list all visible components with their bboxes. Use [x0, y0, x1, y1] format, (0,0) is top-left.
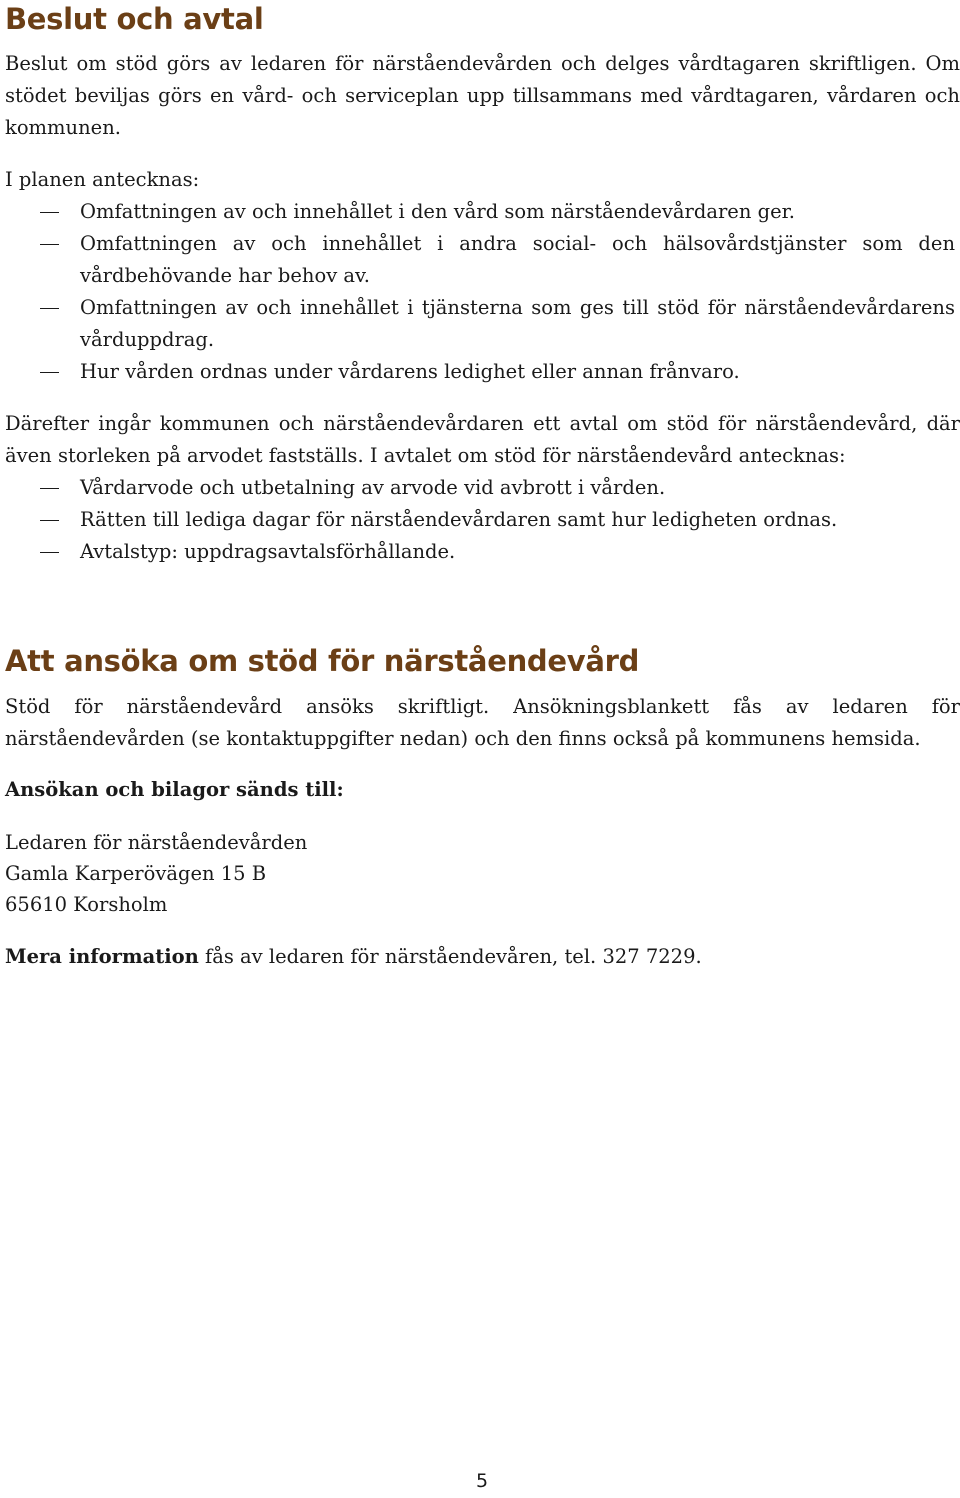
paragraph-line: även storleken på arvodet fastställs. I avtalet om stöd för närståendevård antecknas:	[5, 444, 846, 467]
list-item-text: Avtalstyp: uppdragsavtalsförhållande.	[80, 540, 456, 563]
more-info-text: fås av ledaren för närståendevåren, tel. 327 7229.	[198, 945, 702, 968]
list-item-text: vårdbehövande har behov av.	[80, 264, 370, 287]
list-item-text: Omfattningen av och innehållet i tjänsterna som ges till stöd för närståendevårdarens	[80, 296, 955, 319]
list-item-text: Rätten till lediga dagar för närståendevårdaren samt hur ledigheten ordnas.	[80, 508, 838, 531]
dash-bullet	[40, 488, 59, 489]
paragraph-line: Därefter ingår kommunen och närståendevårdaren ett avtal om stöd för närståendevård, där	[5, 412, 960, 435]
list-item-text: Omfattningen av och innehållet i den vård som närståendevårdaren ger.	[80, 200, 795, 223]
plan-intro: I planen antecknas:	[5, 168, 200, 191]
paragraph-line: Beslut om stöd görs av ledaren för närståendevården och delges vårdtagaren skriftligen. Om	[5, 52, 960, 75]
address-line: Ledaren för närståendevården	[5, 831, 308, 854]
address-line: 65610 Korsholm	[5, 893, 168, 916]
list-item-text: Vårdarvode och utbetalning av arvode vid avbrott i vården.	[80, 476, 666, 499]
dash-bullet	[40, 520, 59, 521]
dash-bullet	[40, 212, 59, 213]
paragraph-line: närståendevården (se kontaktuppgifter nedan) och den finns också på kommunens hemsida.	[5, 727, 921, 750]
list-item-text: Hur vården ordnas under vårdarens ledighet eller annan frånvaro.	[80, 360, 740, 383]
more-info-label: Mera information	[5, 945, 199, 968]
paragraph-line: kommunen.	[5, 116, 121, 139]
list-item-text: vårduppdrag.	[80, 328, 215, 351]
dash-bullet	[40, 552, 59, 553]
address-line: Gamla Karperövägen 15 B	[5, 862, 267, 885]
dash-bullet	[40, 244, 59, 245]
send-to-heading: Ansökan och bilagor sänds till:	[5, 778, 344, 801]
list-item-text: Omfattningen av och innehållet i andra social- och hälsovårdstjänster som den	[80, 232, 955, 255]
paragraph-line: stödet beviljas görs en vård- och serviceplan upp tillsammans med vårdtagaren, vårdaren och	[5, 84, 960, 107]
section-heading-beslut: Beslut och avtal	[5, 2, 264, 36]
paragraph-line: Stöd för närståendevård ansöks skriftligt. Ansökningsblankett fås av ledaren för	[5, 695, 960, 718]
dash-bullet	[40, 372, 59, 373]
section-heading-ansoka: Att ansöka om stöd för närståendevård	[5, 644, 640, 678]
page-number: 5	[476, 1470, 489, 1492]
dash-bullet	[40, 308, 59, 309]
more-info	[5, 941, 702, 973]
